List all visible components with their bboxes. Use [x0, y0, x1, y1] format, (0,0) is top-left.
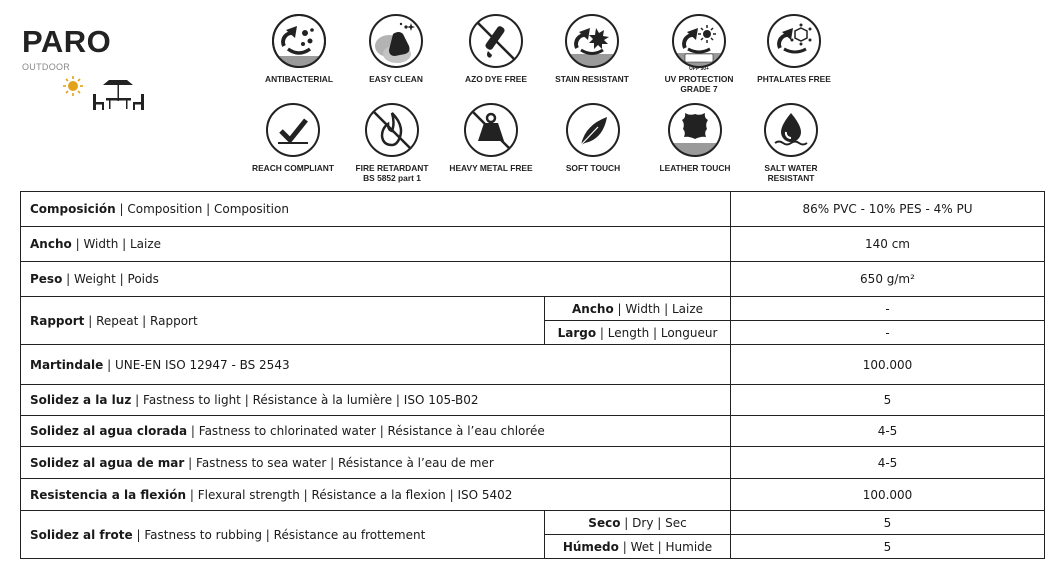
- icon-label: HEAVY METAL FREE: [449, 163, 533, 173]
- badge-heavy-metal-free: [441, 101, 541, 173]
- badge-stain-resistant: [542, 12, 642, 84]
- spec-sublabel: Ancho | Width | Laize: [545, 297, 731, 321]
- icon-label: ANTIBACTERIAL: [265, 74, 333, 84]
- icon-label: AZO DYE FREE: [465, 74, 527, 84]
- spec-value: -: [731, 297, 1045, 321]
- spec-label: Solidez al agua de mar | Fastness to sea water | Résistance à l’eau de mer: [21, 447, 731, 479]
- brand-subtitle: OUTDOOR: [22, 62, 71, 72]
- spec-value: 86% PVC - 10% PES - 4% PU: [731, 192, 1045, 227]
- spec-sublabel: Largo | Length | Longueur: [545, 321, 731, 345]
- flame-icon: [363, 101, 421, 159]
- badge-easy-clean: [346, 12, 446, 84]
- spec-label: Resistencia a la flexión | Flexural strength | Résistance a la flexion | ISO 5402: [21, 479, 731, 511]
- icon-label: SALT WATER RESISTANT: [764, 163, 818, 183]
- icon-label: SOFT TOUCH: [565, 163, 621, 173]
- badge-fire-retardant: [342, 101, 442, 183]
- brand-title: PARO: [22, 24, 112, 59]
- spec-label: Solidez al agua clorada | Fastness to chlorinated water | Résistance à l’eau chlorée: [21, 416, 731, 447]
- spec-value: 140 cm: [731, 227, 1045, 262]
- icon-label: PHTALATES FREE: [757, 74, 831, 84]
- badge-uv-protection: [649, 12, 749, 94]
- spec-value: -: [731, 321, 1045, 345]
- phthalates-free-icon: [765, 12, 823, 70]
- spec-value: 5: [731, 385, 1045, 416]
- spec-value: 5: [731, 535, 1045, 559]
- table-row: [21, 479, 1045, 511]
- spec-label: Martindale | UNE-EN ISO 12947 - BS 2543: [21, 345, 731, 385]
- badge-antibacterial: [249, 12, 349, 84]
- icon-label: EASY CLEAN: [369, 74, 423, 84]
- antibacterial-icon: [270, 12, 328, 70]
- icon-label: FIRE RETARDANT BS 5852 part 1: [355, 163, 429, 183]
- spec-value: 4-5: [731, 416, 1045, 447]
- icon-label: UV PROTECTION GRADE 7: [664, 74, 734, 94]
- table-row: [21, 385, 1045, 416]
- table-row: [21, 345, 1045, 385]
- table-row: [21, 297, 1045, 321]
- spec-label: Ancho | Width | Laize: [21, 227, 731, 262]
- badge-salt-water-resistant: [741, 101, 841, 183]
- upf-badge: UPF 50+: [689, 66, 709, 72]
- water-drop-icon: [762, 101, 820, 159]
- spec-sublabel: Húmedo | Wet | Humide: [545, 535, 731, 559]
- spec-label: Rapport | Repeat | Rapport: [21, 297, 545, 345]
- spec-sublabel: Seco | Dry | Sec: [545, 511, 731, 535]
- spec-table: [20, 191, 1045, 559]
- spec-label: Solidez a la luz | Fastness to light | Résistance à la lumière | ISO 105-B02: [21, 385, 731, 416]
- uv-protection-icon: [670, 12, 728, 70]
- badge-leather-touch: [645, 101, 745, 173]
- spec-value: 100.000: [731, 479, 1045, 511]
- spec-label: Composición | Composition | Composition: [21, 192, 731, 227]
- table-row: [21, 262, 1045, 297]
- badge-azo-dye-free: [446, 12, 546, 84]
- weight-icon: [462, 101, 520, 159]
- badge-reach-compliant: [243, 101, 343, 173]
- table-row: [21, 511, 1045, 535]
- checkmark-icon: [264, 101, 322, 159]
- table-row: [21, 416, 1045, 447]
- outdoor-furniture-sun-icon: [60, 48, 150, 120]
- stain-resistant-icon: [563, 12, 621, 70]
- azo-dye-free-icon: [467, 12, 525, 70]
- badge-phthalates-free: [744, 12, 844, 84]
- icon-label: LEATHER TOUCH: [659, 163, 731, 173]
- table-row: [21, 227, 1045, 262]
- spec-label: Peso | Weight | Poids: [21, 262, 731, 297]
- icon-label: REACH COMPLIANT: [252, 163, 334, 173]
- spec-value: 100.000: [731, 345, 1045, 385]
- icon-label: STAIN RESISTANT: [555, 74, 629, 84]
- spec-value: 4-5: [731, 447, 1045, 479]
- leather-hide-icon: [666, 101, 724, 159]
- badge-soft-touch: [543, 101, 643, 173]
- table-row: [21, 447, 1045, 479]
- spec-value: 650 g/m²: [731, 262, 1045, 297]
- feather-icon: [564, 101, 622, 159]
- spec-value: 5: [731, 511, 1045, 535]
- table-row: [21, 192, 1045, 227]
- spec-label: Solidez al frote | Fastness to rubbing | Résistance au frottement: [21, 511, 545, 559]
- easy-clean-icon: [367, 12, 425, 70]
